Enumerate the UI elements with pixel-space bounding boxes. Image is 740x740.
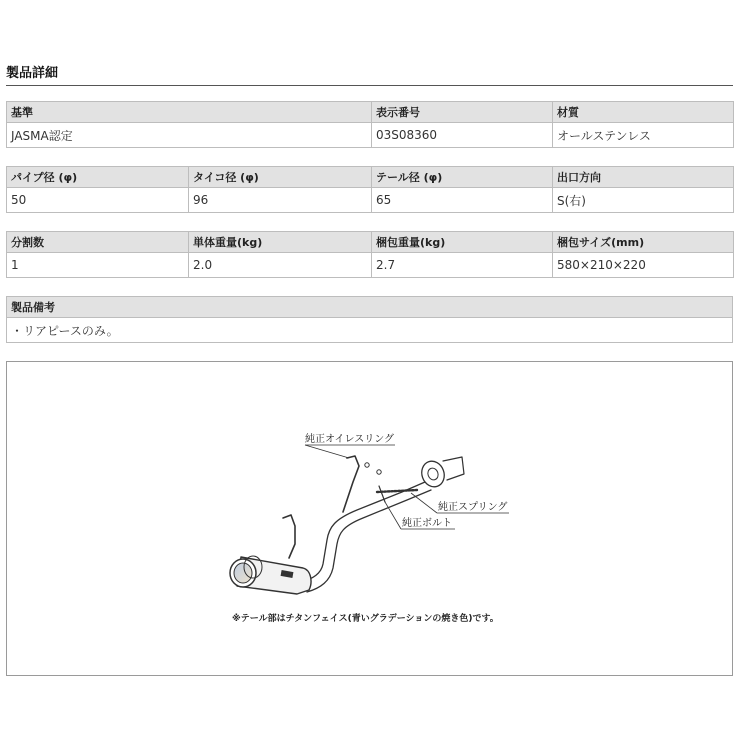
hanger-rod-upper xyxy=(343,456,359,512)
value-package-size: 580×210×220 xyxy=(553,253,734,278)
value-display-number: 03S08360 xyxy=(372,123,553,148)
spec-table-standard xyxy=(6,101,734,148)
leader-spring xyxy=(411,493,437,513)
header-material: 材質 xyxy=(553,102,734,123)
callout-leaders xyxy=(305,445,509,529)
oiles-ring-marker xyxy=(365,463,369,467)
table-row xyxy=(7,253,734,278)
table-header-row xyxy=(7,102,734,123)
hanger-rod-lower xyxy=(283,515,295,558)
value-material: オールステンレス xyxy=(553,123,734,148)
value-exit-direction: S(右) xyxy=(553,188,734,213)
value-product-notes: ・リアピースのみ。 xyxy=(7,318,733,343)
header-muffler-diameter: タイコ径 (φ) xyxy=(189,167,372,188)
section-title: 製品詳細 xyxy=(6,66,59,81)
header-product-notes: 製品備考 xyxy=(7,297,733,318)
header-pipe-diameter: パイプ径 (φ) xyxy=(7,167,189,188)
value-tail-diameter: 65 xyxy=(372,188,553,213)
oiles-ring-marker xyxy=(377,470,381,474)
value-muffler-diameter: 96 xyxy=(189,188,372,213)
header-package-size: 梱包サイズ(mm) xyxy=(553,232,734,253)
value-split-count: 1 xyxy=(7,253,189,278)
header-package-weight: 梱包重量(kg) xyxy=(372,232,553,253)
title-divider xyxy=(6,85,733,86)
tail-finish-note: ※テール部はチタンフェイス(青いグラデーションの焼き色)です。 xyxy=(232,614,499,624)
tail-inner-titanium xyxy=(234,563,252,583)
spec-table-weights xyxy=(6,231,734,278)
value-pipe-diameter: 50 xyxy=(7,188,189,213)
value-package-weight: 2.7 xyxy=(372,253,553,278)
table-row xyxy=(7,188,734,213)
table-header-row xyxy=(7,297,733,318)
header-unit-weight: 単体重量(kg) xyxy=(189,232,372,253)
header-exit-direction: 出口方向 xyxy=(553,167,734,188)
main-pipe-upper xyxy=(303,482,425,582)
callout-bolt: 純正ボルト xyxy=(402,518,452,529)
exhaust-diagram xyxy=(7,362,732,675)
table-row xyxy=(7,123,734,148)
spec-table-notes xyxy=(6,296,733,343)
value-standard: JASMA認定 xyxy=(7,123,372,148)
value-unit-weight: 2.0 xyxy=(189,253,372,278)
spring-coil xyxy=(377,490,417,492)
product-diagram-frame xyxy=(6,361,733,676)
header-split-count: 分割数 xyxy=(7,232,189,253)
table-header-row xyxy=(7,232,734,253)
callout-oiles-ring: 純正オイレスリング xyxy=(305,434,394,445)
header-display-number: 表示番号 xyxy=(372,102,553,123)
leader-oiles-ring xyxy=(305,445,349,458)
header-tail-diameter: テール径 (φ) xyxy=(372,167,553,188)
flange xyxy=(418,458,448,490)
spec-table-dimensions xyxy=(6,166,734,213)
vehicle-pipe-stub xyxy=(443,457,464,480)
callout-spring: 純正スプリング xyxy=(438,502,508,513)
table-header-row xyxy=(7,167,734,188)
table-row xyxy=(7,318,733,343)
header-standard: 基準 xyxy=(7,102,372,123)
flange-bore xyxy=(426,467,440,482)
